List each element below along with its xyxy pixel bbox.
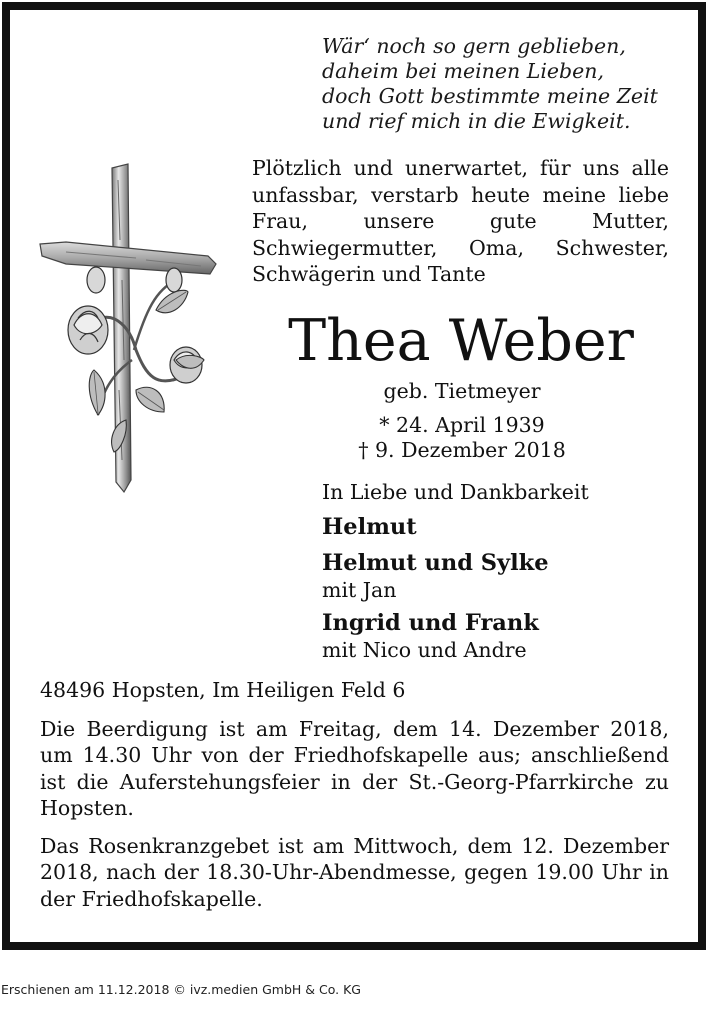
mourner-name: Helmut bbox=[322, 514, 417, 540]
mourners-list bbox=[322, 478, 682, 662]
funeral-text: Die Beerdigung ist am Freitag, dem 14. Dezember 2018, um 14.30 Uhr von der Friedhofskapelle aus; anschließend ist die Auferstehungsfeier in der St.-Georg-Pfarrkirche zu Hopsten. bbox=[40, 717, 669, 820]
mourner-name: Ingrid und Frank bbox=[322, 610, 539, 636]
mourner-with: mit Nico und Andre bbox=[322, 638, 527, 662]
address: 48496 Hopsten, Im Heiligen Feld 6 bbox=[40, 678, 406, 702]
death-date: † 9. Dezember 2018 bbox=[358, 438, 566, 462]
deceased-name: Thea Weber bbox=[288, 308, 634, 374]
poem-line: daheim bei meinen Lieben, bbox=[322, 59, 604, 83]
mourner-with: mit Jan bbox=[322, 578, 397, 602]
poem-line: doch Gott bestimmte meine Zeit bbox=[322, 84, 658, 108]
footer-credit: Erschienen am 11.12.2018 © ivz.medien GmbH & Co. KG bbox=[1, 982, 361, 997]
intro-text: Plötzlich und unerwartet, für uns alle unfassbar, verstarb heute meine liebe Frau, unsere gute Mutter, Schwiegermutter, Oma, Schwester, Schwägerin und Tante bbox=[252, 156, 669, 286]
poem-line: Wär‘ noch so gern geblieben, bbox=[322, 34, 626, 58]
poem-line: und rief mich in die Ewigkeit. bbox=[322, 109, 631, 133]
poem bbox=[322, 34, 682, 134]
birth-date: * 24. April 1939 bbox=[379, 413, 545, 437]
mourners-intro: In Liebe und Dankbarkeit bbox=[322, 480, 589, 504]
mourner-name: Helmut und Sylke bbox=[322, 550, 549, 576]
rosary-text: Das Rosenkranzgebet ist am Mittwoch, dem 12. Dezember 2018, nach der 18.30-Uhr-Abendmesse, gegen 19.00 Uhr in der Friedhofskapelle. bbox=[40, 834, 669, 911]
maiden-name: geb. Tietmeyer bbox=[383, 379, 541, 403]
cross-with-roses-icon bbox=[36, 160, 226, 500]
